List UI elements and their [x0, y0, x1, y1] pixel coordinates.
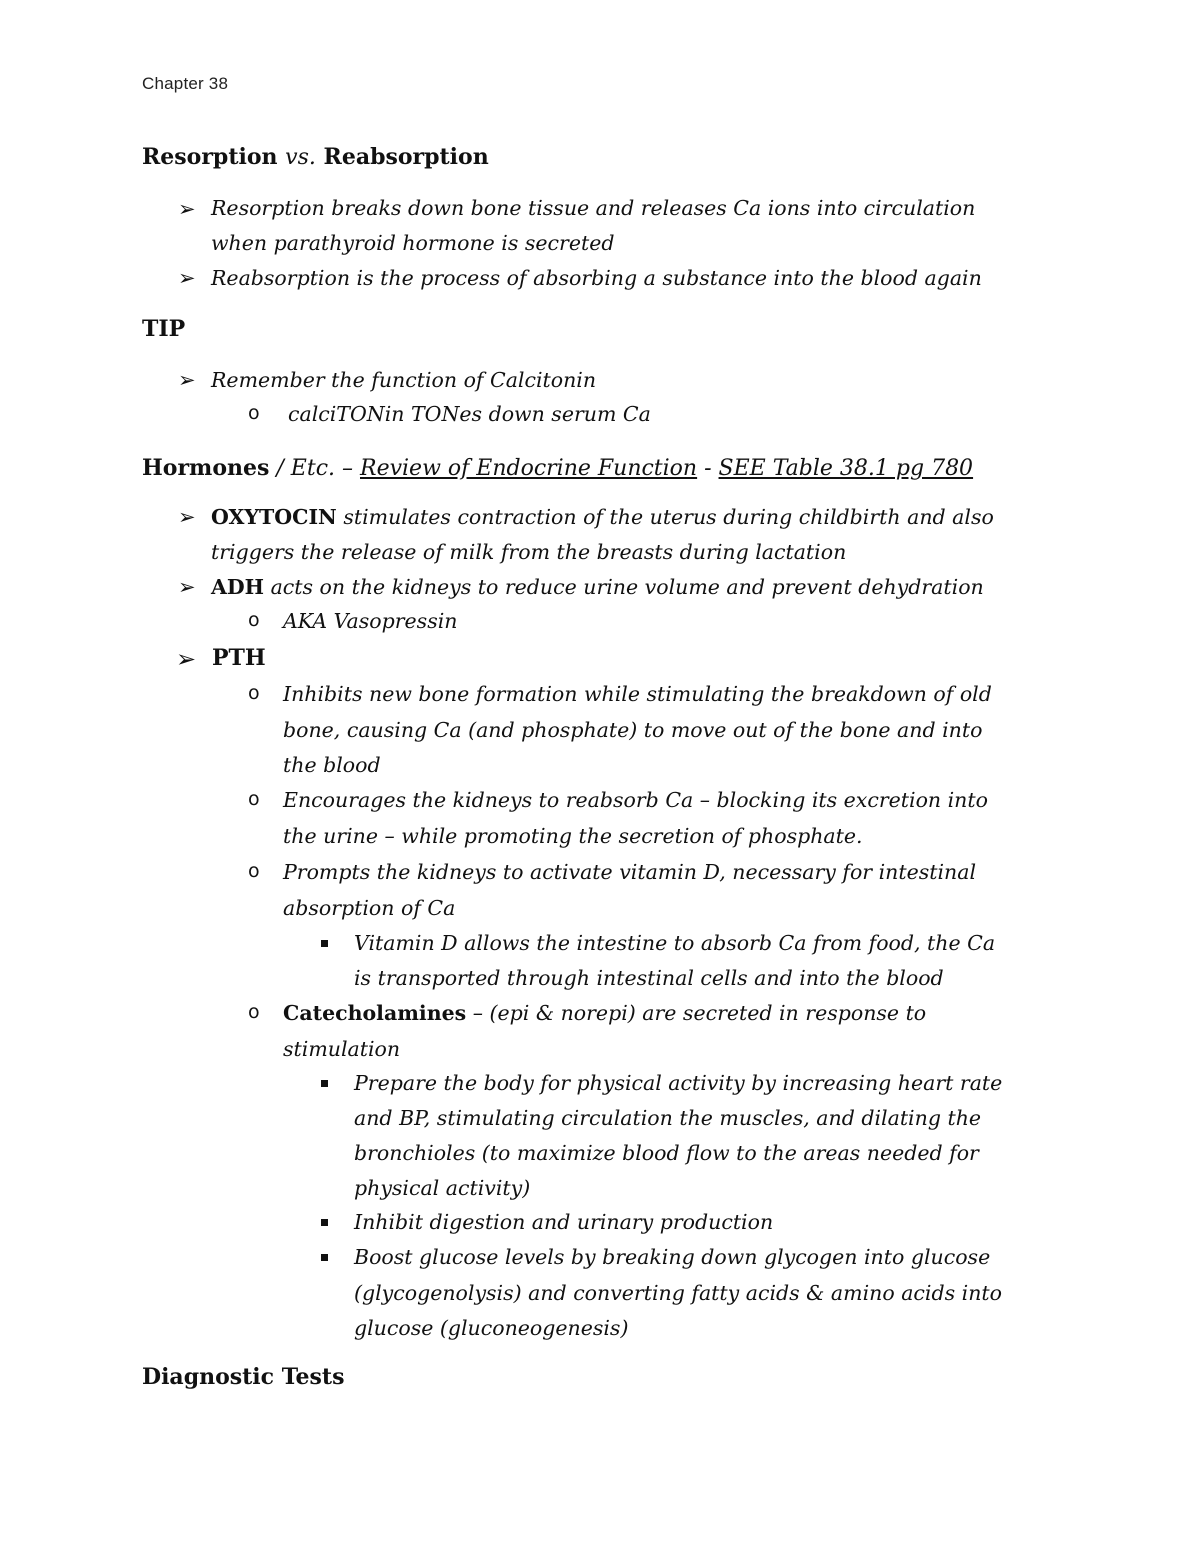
- square-bullet-icon: [321, 940, 328, 947]
- circle-bullet-icon: o: [248, 682, 260, 704]
- heading-text: Reabsorption: [315, 144, 489, 170]
- sub-sub-bullet-text: physical activity): [354, 1176, 531, 1200]
- sub-sub-bullet-text: Vitamin D allows the intestine to absorb Ca from food, the Ca: [354, 931, 996, 955]
- bullet-text: [211, 507, 994, 528]
- heading-text: Resorption: [142, 144, 286, 170]
- heading-vs: vs.: [285, 145, 316, 170]
- sub-bullet-text: [283, 1003, 926, 1024]
- sub-bullet-text: calciTONin TONes down serum Ca: [288, 402, 651, 426]
- heading-hormones: [142, 455, 973, 481]
- heading-tip: TIP: [142, 316, 186, 342]
- arrow-bullet-icon: ➢: [178, 505, 196, 529]
- sub-sub-bullet-text: Boost glucose levels by breaking down glycogen into glucose: [354, 1245, 991, 1269]
- sub-bullet-text: Encourages the kidneys to reabsorb Ca – blocking its excretion into: [283, 788, 988, 812]
- sub-bullet-text: absorption of Ca: [283, 896, 456, 920]
- arrow-bullet-icon: ➢: [176, 645, 197, 673]
- sub-bullet-text: Prompts the kidneys to activate vitamin D, necessary for intestinal: [283, 860, 977, 884]
- bullet-text: Remember the function of Calcitonin: [211, 368, 597, 392]
- heading-etc: / Etc. –: [269, 456, 360, 481]
- sub-bullet-text: Inhibits new bone formation while stimulating the breakdown of old: [283, 682, 992, 706]
- bullet-text: Resorption breaks down bone tissue and releases Ca ions into circulation: [211, 196, 976, 220]
- heading-resorption: [142, 144, 489, 170]
- bullet-text-span: stimulates contraction of the uterus during childbirth and also: [336, 505, 994, 529]
- arrow-bullet-icon: ➢: [178, 575, 196, 599]
- bullet-text: Reabsorption is the process of absorbing a substance into the blood again: [211, 266, 982, 290]
- see-table-link[interactable]: SEE Table 38.1 pg 780: [718, 456, 974, 481]
- sub-bullet-text: stimulation: [283, 1037, 401, 1061]
- circle-bullet-icon: o: [248, 788, 260, 810]
- sub-bullet-text: AKA Vasopressin: [283, 609, 458, 633]
- term-pth: PTH: [212, 645, 266, 671]
- heading-diagnostic-tests: Diagnostic Tests: [142, 1364, 345, 1390]
- circle-bullet-icon: o: [248, 860, 260, 882]
- sub-sub-bullet-text: and BP, stimulating circulation the muscles, and dilating the: [354, 1106, 982, 1130]
- square-bullet-icon: [321, 1254, 328, 1261]
- sub-sub-bullet-text: is transported through intestinal cells and into the blood: [354, 966, 944, 990]
- arrow-bullet-icon: ➢: [178, 197, 196, 221]
- bullet-text: [211, 577, 984, 598]
- sub-sub-bullet-text: bronchioles (to maximize blood flow to the areas needed for: [354, 1141, 979, 1165]
- sub-bullet-text-span: – (epi & norepi) are secreted in response to: [466, 1001, 927, 1025]
- sub-bullet-text: bone, causing Ca (and phosphate) to move out of the bone and into: [283, 718, 983, 742]
- heading-text: Hormones: [142, 455, 270, 481]
- bullet-text: triggers the release of milk from the breasts during lactation: [211, 540, 847, 564]
- heading-separator: -: [697, 456, 719, 481]
- sub-sub-bullet-text: Inhibit digestion and urinary production: [354, 1210, 774, 1234]
- term-adh: ADH: [211, 575, 265, 599]
- term-catecholamines: Catecholamines: [283, 1001, 467, 1025]
- circle-bullet-icon: o: [248, 402, 260, 424]
- arrow-bullet-icon: ➢: [178, 368, 196, 392]
- circle-bullet-icon: o: [248, 1001, 260, 1023]
- sub-sub-bullet-text: glucose (gluconeogenesis): [354, 1316, 629, 1340]
- square-bullet-icon: [321, 1219, 328, 1226]
- review-endocrine-link[interactable]: Review of Endocrine Function: [360, 456, 698, 481]
- bullet-text: when parathyroid hormone is secreted: [211, 231, 615, 255]
- sub-bullet-text: the urine – while promoting the secretion of phosphate.: [283, 824, 863, 848]
- sub-sub-bullet-text: (glycogenolysis) and converting fatty acids & amino acids into: [354, 1281, 1002, 1305]
- circle-bullet-icon: o: [248, 609, 260, 631]
- sub-sub-bullet-text: Prepare the body for physical activity by increasing heart rate: [354, 1071, 1003, 1095]
- bullet-text: [212, 647, 266, 670]
- bullet-text-span: acts on the kidneys to reduce urine volume and prevent dehydration: [264, 575, 984, 599]
- term-oxytocin: OXYTOCIN: [211, 505, 337, 529]
- sub-bullet-text: the blood: [283, 753, 381, 777]
- square-bullet-icon: [321, 1080, 328, 1087]
- page-header: Chapter 38: [142, 74, 229, 93]
- arrow-bullet-icon: ➢: [178, 266, 196, 290]
